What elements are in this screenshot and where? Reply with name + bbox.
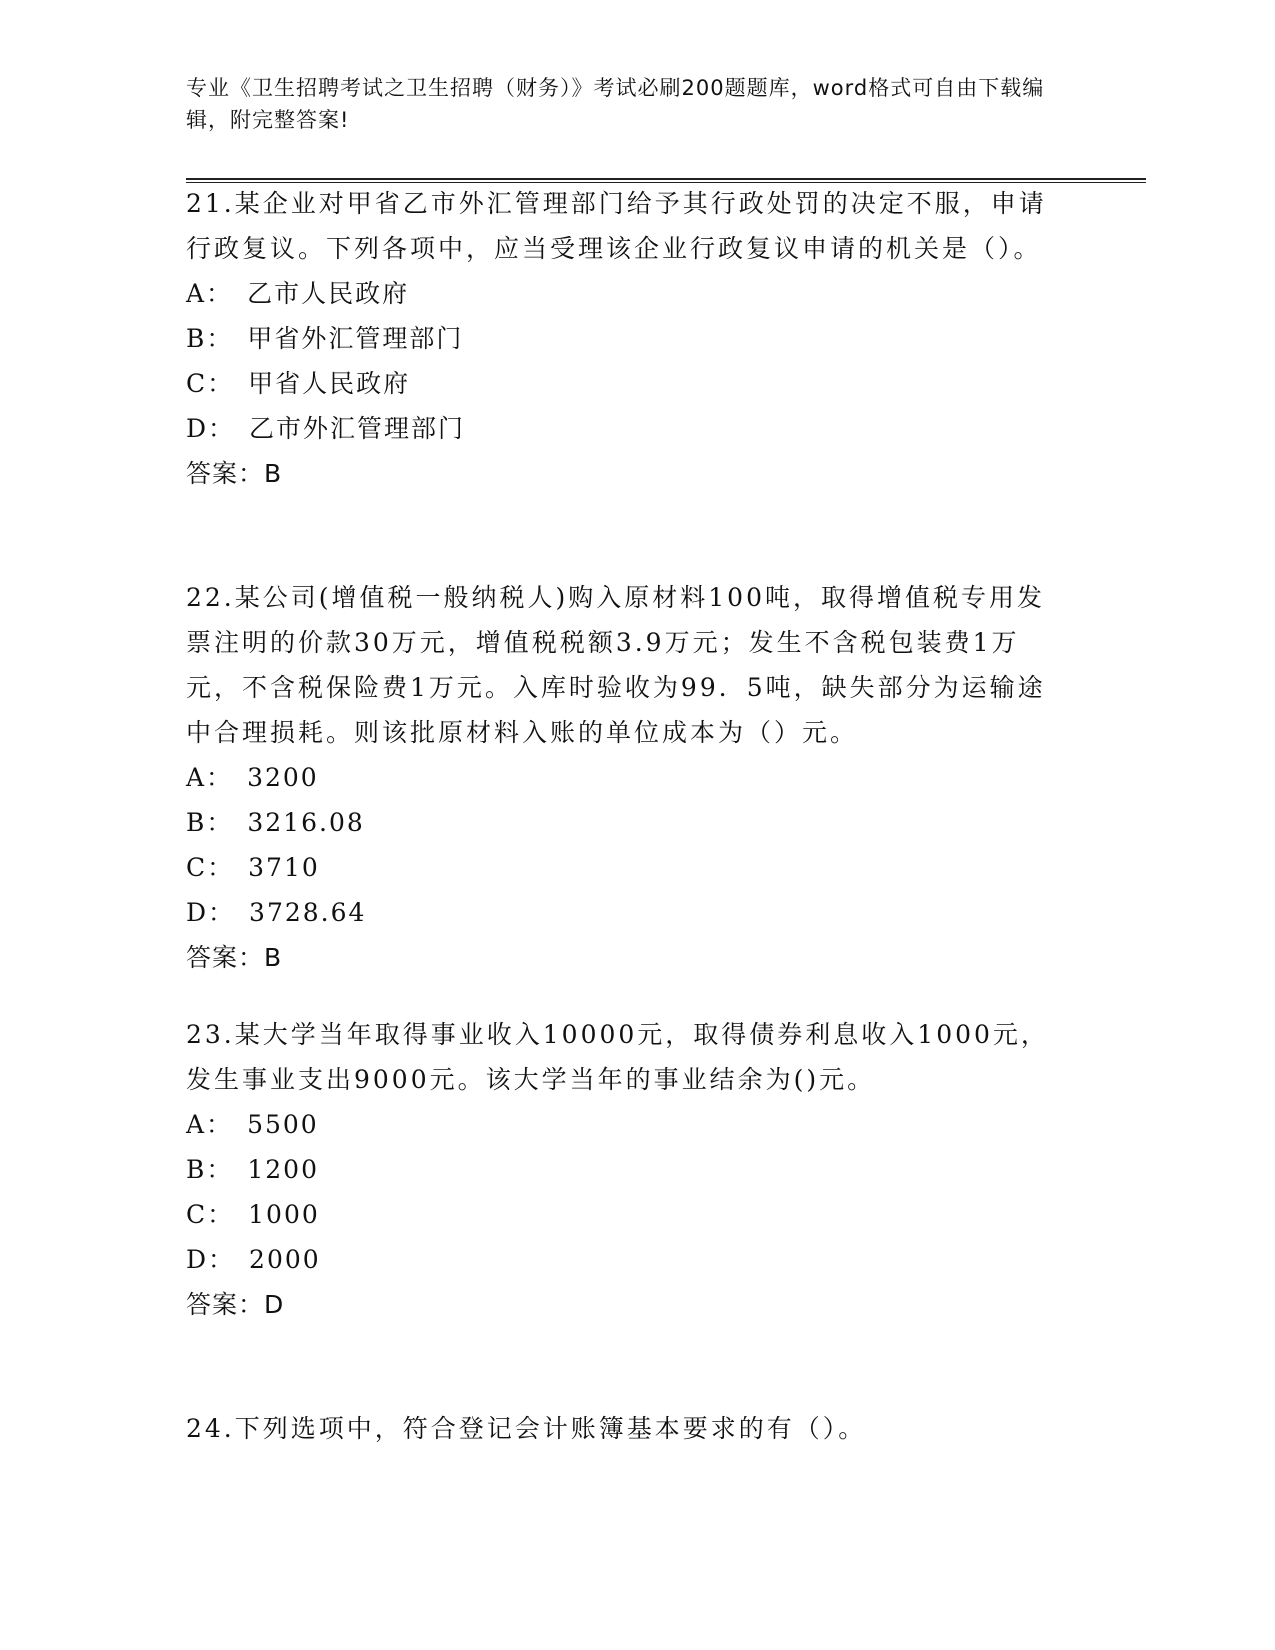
option-text: 3710 <box>248 853 320 882</box>
question-24 <box>186 1406 1066 1451</box>
option-letter: B： <box>186 808 234 837</box>
option-a <box>186 1102 1066 1147</box>
option-letter: D： <box>186 898 236 927</box>
option-a <box>186 755 1066 800</box>
option-c <box>186 1192 1066 1237</box>
option-text: 5500 <box>247 1110 319 1139</box>
option-letter: B： <box>186 1155 234 1184</box>
option-text: 2000 <box>249 1245 321 1274</box>
option-d <box>186 406 1066 451</box>
answer: 答案：B <box>186 459 283 488</box>
option-text: 3728.64 <box>249 898 367 927</box>
option-letter: B： <box>186 324 234 353</box>
header-rule-thick <box>186 178 1146 180</box>
option-b <box>186 1147 1066 1192</box>
answer: 答案：D <box>186 1290 285 1319</box>
option-b <box>186 800 1066 845</box>
question-text: 21.某企业对甲省乙市外汇管理部门给予其行政处罚的决定不服，申请行政复议。下列各项中，应当受理该企业行政复议申请的机关是（）。 <box>186 189 1047 263</box>
option-d <box>186 1237 1066 1282</box>
option-text: 3216.08 <box>247 808 365 837</box>
option-text: 甲省人民政府 <box>248 369 411 398</box>
option-c <box>186 361 1066 406</box>
option-text: 乙市外汇管理部门 <box>249 414 466 443</box>
option-text: 3200 <box>247 763 319 792</box>
option-text: 乙市人民政府 <box>247 279 410 308</box>
option-text: 1200 <box>247 1155 319 1184</box>
option-letter: D： <box>186 1245 236 1274</box>
answer: 答案：B <box>186 943 283 972</box>
question-text: 24.下列选项中，符合登记会计账簿基本要求的有（）。 <box>186 1414 867 1443</box>
question-22 <box>186 575 1066 980</box>
question-21 <box>186 181 1066 496</box>
question-23 <box>186 1012 1066 1327</box>
option-letter: C： <box>186 853 235 882</box>
option-letter: D： <box>186 414 236 443</box>
option-b <box>186 316 1066 361</box>
option-letter: A： <box>186 279 234 308</box>
option-letter: A： <box>186 763 234 792</box>
option-text: 甲省外汇管理部门 <box>247 324 464 353</box>
document-header: 专业《卫生招聘考试之卫生招聘（财务）》考试必刷200题题库，word格式可自由下载编辑，附完整答案! <box>186 76 1045 132</box>
option-letter: A： <box>186 1110 234 1139</box>
option-d <box>186 890 1066 935</box>
option-text: 1000 <box>248 1200 320 1229</box>
option-c <box>186 845 1066 890</box>
question-text: 23.某大学当年取得事业收入10000元，取得债券利息收入1000元，发生事业支出9000元。该大学当年的事业结余为()元。 <box>186 1020 1049 1094</box>
option-letter: C： <box>186 1200 235 1229</box>
option-a <box>186 271 1066 316</box>
option-letter: C： <box>186 369 235 398</box>
question-text: 22.某公司(增值税一般纳税人)购入原材料100吨，取得增值税专用发票注明的价款30万元，增值税税额3.9万元；发生不含税包装费1万元，不含税保险费1万元。入库时验收为99．5吨，缺失部分为运输途中合理损耗。则该批原材料入账的单位成本为（）元。 <box>186 583 1046 747</box>
